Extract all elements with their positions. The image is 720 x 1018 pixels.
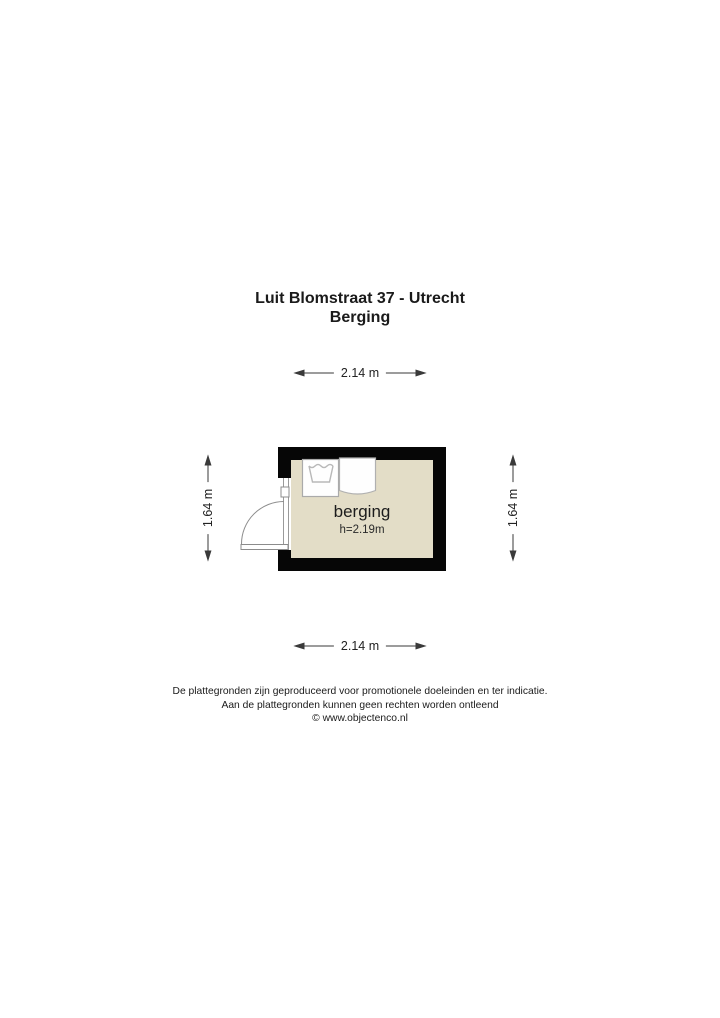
- room-ceiling-height-label: h=2.19m: [339, 524, 385, 536]
- arrow-left-icon: [295, 370, 304, 376]
- door: [241, 478, 289, 550]
- boiler-icon: [340, 458, 376, 494]
- disclaimer-line-2: Aan de plattegronden kunnen geen rechten worden ontleend: [221, 699, 499, 711]
- arrow-left-icon: [295, 643, 304, 649]
- dimension-label-left: 1.64 m: [201, 482, 215, 534]
- washing-machine-icon: [303, 460, 339, 497]
- wall-left-lower: [278, 550, 291, 571]
- property-title: Luit Blomstraat 37 - Utrecht: [255, 290, 465, 307]
- arrow-up-icon: [205, 456, 211, 465]
- arrow-down-icon: [205, 551, 211, 560]
- door-frame-stop: [281, 487, 289, 497]
- room-name-label: berging: [333, 502, 391, 521]
- room-title: Berging: [329, 309, 391, 326]
- wall-right: [433, 447, 446, 571]
- copyright: © www.objectenco.nl: [312, 713, 408, 724]
- wall-left-upper: [278, 447, 291, 478]
- dimension-label-top: 2.14 m: [334, 366, 386, 380]
- door-swing-arc: [242, 502, 285, 545]
- arrow-right-icon: [416, 643, 425, 649]
- dimension-label-bottom: 2.14 m: [334, 639, 386, 653]
- arrow-up-icon: [510, 456, 516, 465]
- dimension-label-right: 1.64 m: [506, 482, 520, 534]
- arrow-right-icon: [416, 370, 425, 376]
- disclaimer-line-1: De plattegronden zijn geproduceerd voor promotionele doeleinden en ter indicatie.: [172, 686, 548, 697]
- disclaimer: [0, 685, 720, 726]
- arrow-down-icon: [510, 551, 516, 560]
- door-leaf: [241, 545, 288, 550]
- wall-bottom: [278, 558, 446, 571]
